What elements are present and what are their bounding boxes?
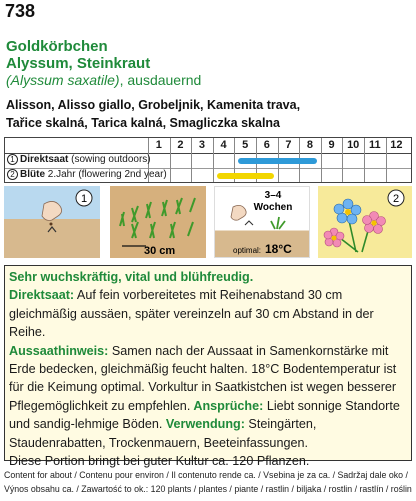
botanical-name xyxy=(6,72,201,89)
sowing-note: (sowing outdoors) xyxy=(71,154,151,166)
flowering-period-bar xyxy=(217,173,274,179)
seedlings-icon xyxy=(120,198,195,238)
botanical-latin: (Alyssum saxatile) xyxy=(6,72,120,88)
direktsaat-text: Auf fein vorbereitetes mit Reihenabstand 30 cm gleichmäßig aussäen, später vereinzeln auf 30 cm Abstand in der Reihe. xyxy=(9,288,374,340)
content-info-line1: Content for about / Contenu pour environ / Il contenuto rende ca. / Vsebina je za ca. / Sadržaj dale oko / xyxy=(4,470,408,480)
furrow-icon xyxy=(245,221,253,225)
calendar-month-2: 2 xyxy=(177,139,184,151)
calendar-month-3: 3 xyxy=(198,139,206,151)
direktsaat-label: Direktsaat: xyxy=(9,288,75,303)
description-box xyxy=(4,265,412,469)
step2-marker: 2 xyxy=(392,193,400,205)
flowering-note: 2.Jahr (flowering 2nd year) xyxy=(47,169,167,181)
common-names-line2: Tařice skalná, Tarica kalná, Smagliczka skalna xyxy=(6,116,280,130)
title-german: Goldkörbchen xyxy=(6,38,108,55)
step-sowing-illustration xyxy=(4,186,100,258)
calendar-month-10: 10 xyxy=(347,139,360,151)
botanical-suffix: , ausdauernd xyxy=(119,72,202,88)
weeks-label: Wochen xyxy=(253,202,293,213)
calendar-month-6: 6 xyxy=(263,139,270,151)
common-names-line1: Alisson, Alisso giallo, Grobeljnik, Kamenita trava, xyxy=(6,98,301,112)
step-germination-illustration xyxy=(214,186,310,258)
aussaat-text: Samen nach der Aussaat in Samenkornstärke mit Erde bedecken, gleichmäßig feucht halten. 18°C Bodentemperatur ist für die Keimung optimal. Vorkultur in Saatkistchen ist wegen besserer Pflegemöglichkeit zu empfehlen. xyxy=(9,343,397,413)
title-common: Alyssum, Steinkraut xyxy=(6,55,151,72)
content-info-line2: Výnos obsahu ca. / Zawartość to ok.: 120 plants / plantes / piante / rastlin / biljaka / rostlin / rastlín / roślin xyxy=(4,484,412,494)
calendar-month-11: 11 xyxy=(368,139,381,151)
verwendung-text: Steingärten, Staudenrabatten, Trockenmauern, Beeteinfassungen. xyxy=(9,417,317,450)
sowing-period-bar xyxy=(238,158,316,164)
description-headline: Sehr wuchskräftig, vital und blühfreudig. xyxy=(9,270,254,284)
furrow-icon xyxy=(48,227,56,232)
weeks-value: 3–4 xyxy=(264,190,282,201)
flowering-label: Blüte xyxy=(20,169,45,181)
aussaat-label: Aussaathinweis: xyxy=(9,343,109,358)
calendar-month-9: 9 xyxy=(328,139,335,151)
flowering-marker: 2 xyxy=(7,169,18,180)
verwendung-label: Verwendung: xyxy=(162,417,245,432)
calendar-row-flowering-label xyxy=(7,169,167,180)
calendar-row-sowing-label xyxy=(7,154,151,165)
ansprueche-label: Ansprüche: xyxy=(190,398,264,413)
product-number: 738 xyxy=(5,1,36,21)
step1-marker: 1 xyxy=(80,193,88,205)
step-flowering-illustration xyxy=(318,186,412,258)
flower-icon xyxy=(324,199,386,252)
ansprueche-text: Liebt sonnige Standorte und sandig-lehmige Böden. xyxy=(9,398,400,432)
calendar-month-8: 8 xyxy=(306,139,314,151)
hand-icon xyxy=(231,205,246,220)
calendar-month-4: 4 xyxy=(220,139,227,151)
calendar-month-5: 5 xyxy=(242,139,249,151)
calendar-month-1: 1 xyxy=(155,139,162,151)
optimal-label: optimal: xyxy=(233,246,262,255)
sowing-calendar xyxy=(4,137,412,183)
sprout-icon xyxy=(271,217,285,229)
optimal-temp: 18°C xyxy=(265,242,292,256)
seed-icon xyxy=(50,223,53,226)
hand-icon xyxy=(42,201,62,220)
portion-text: Diese Portion bringt bei guter Kultur ca. 120 Pflanzen. xyxy=(9,454,310,469)
calendar-month-12: 12 xyxy=(390,139,403,151)
calendar-month-7: 7 xyxy=(285,139,292,151)
sowing-label: Direktsaat xyxy=(20,154,69,166)
sowing-marker: 1 xyxy=(7,154,18,165)
step-spacing-illustration xyxy=(110,186,206,258)
spacing-label: 30 cm xyxy=(144,245,176,257)
